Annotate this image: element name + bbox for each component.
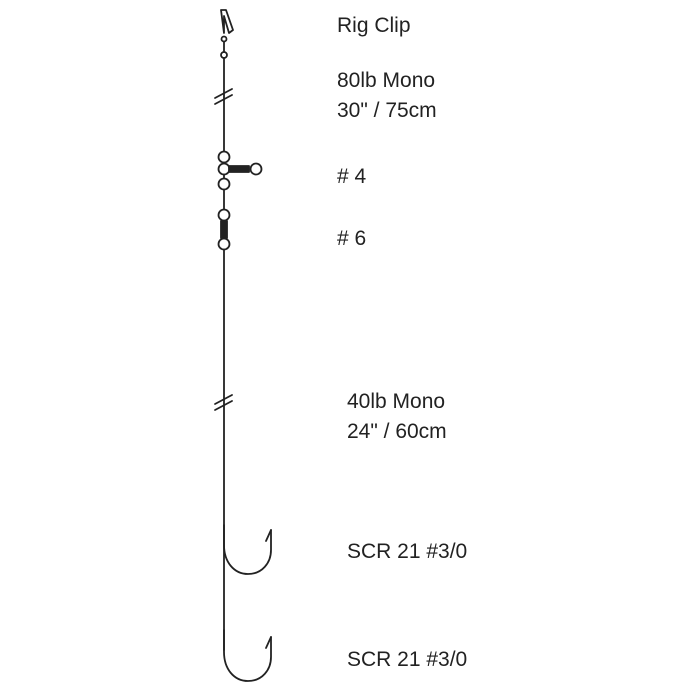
swivel-6-text: # 6 [337,227,367,250]
swivel-icon [219,210,230,250]
rig-clip-icon [221,10,233,58]
hook-lower-text: SCR 21 #3/0 [347,648,468,671]
three-way-swivel-icon [219,152,262,210]
main-line-label [337,66,437,126]
swivel-4-label [337,162,366,192]
snood-label [347,387,447,447]
hook-upper-icon [224,525,271,574]
snood-spec: 40lb Mono [347,390,446,413]
hook-upper-label [347,537,467,567]
swivel-6-label [337,224,366,254]
rig-clip-text: Rig Clip [337,14,411,37]
main-line-spec: 80lb Mono [337,69,436,92]
rig-clip-label [337,11,411,41]
hook-lower-label [347,645,467,675]
main-line-length: 30" / 75cm [337,99,437,122]
snood-length: 24" / 60cm [347,420,447,443]
swivel-4-text: # 4 [337,165,367,188]
hook-lower-icon [224,630,271,681]
hook-upper-text: SCR 21 #3/0 [347,540,468,563]
